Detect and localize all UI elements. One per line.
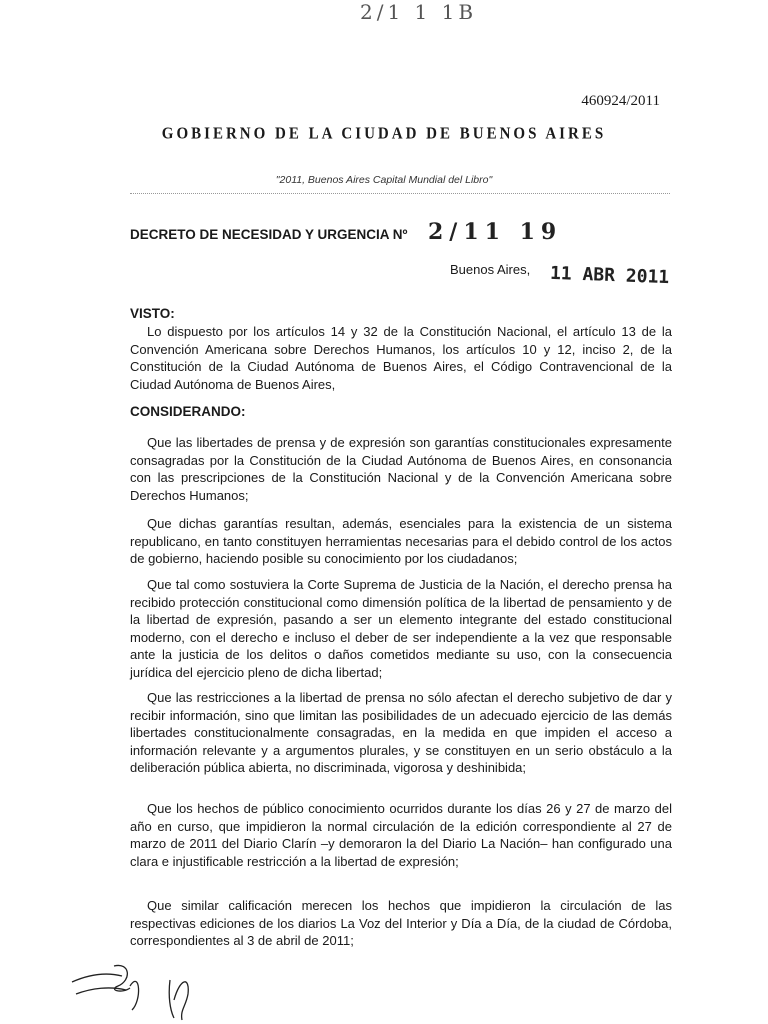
considerando-heading: CONSIDERANDO: bbox=[130, 404, 246, 419]
considerando-paragraph: Que las libertades de prensa y de expresión son garantías constitucionales expresamente consagradas por la Constitución de la Ciudad Autónoma de Buenos Aires, en consonancia con las prescripciones de la Constitución Nacional y de la Convención Americana sobre Derechos Humanos; bbox=[130, 435, 672, 503]
considerando-paragraph: Que dichas garantías resultan, además, esenciales para la existencia de un sistema republicano, en tanto constituyen herramientas necesarias para el debido control de los actos de gobierno, haciendo posible su conocimiento por los ciudadanos; bbox=[130, 516, 672, 566]
government-heading: GOBIERNO DE LA CIUDAD DE BUENOS AIRES bbox=[161, 125, 607, 143]
date-stamp: 11 ABR 2011 bbox=[549, 262, 670, 289]
decree-number-stamp: 2/11 19 bbox=[428, 219, 563, 245]
signature-initials bbox=[70, 960, 210, 1024]
considerando-paragraph: Que las restricciones a la libertad de prensa no sólo afectan el derecho subjetivo de dar y recibir información, sino que limitan las posibilidades de un adecuado ejercicio de las demás libertades constitucionalmente consagradas, en la medida en que impiden el acceso a información relevante y a argumentos plurales, y se constituyen en un serio obstáculo a la deliberación pública abierta, no discriminada, vigorosa y deshinibida; bbox=[130, 690, 672, 775]
motto: "2011, Buenos Aires Capital Mundial del Libro" bbox=[275, 174, 493, 186]
visto-heading: VISTO: bbox=[130, 306, 175, 321]
decree-place: Buenos Aires, bbox=[450, 262, 531, 277]
divider bbox=[130, 193, 670, 194]
considerando-paragraph: Que los hechos de público conocimiento ocurridos durante los días 26 y 27 de marzo del año en curso, que impidieron la normal circulación de la edición correspondiente al 27 de marzo de 2011 del Diario Clarín –y demoraron la del Diario La Nación– han configurado una clara e injustificable restricción a la libertad de expresión; bbox=[130, 801, 672, 869]
visto-paragraph: Lo dispuesto por los artículos 14 y 32 de la Constitución Nacional, el artículo 13 de la Convención Americana sobre Derechos Humanos, los artículos 10 y 12, inciso 2, de la Constitución de la Ciudad Autónoma de Buenos Aires, el Código Contravencional de la Ciudad Autónoma de Buenos Aires, bbox=[130, 324, 672, 392]
considerando-paragraph: Que similar calificación merecen los hechos que impidieron la circulación de las respectivas ediciones de los diarios La Voz del Interior y Día a Día, de la ciudad de Córdoba, correspondientes al 3 de abril de 2011; bbox=[130, 898, 672, 948]
considerando-paragraph: Que tal como sostuviera la Corte Suprema de Justicia de la Nación, el derecho prensa ha recibido protección constitucional como dimensión política de la libertad de pensamiento y de la libertad de expresión, pasando a ser un elemento integrante del estado constitucional moderno, con el derecho e incluso el deber de ser independiente a la vez que responsable ante la justicia de los delitos o daños cometidos mediante su uso, con la consecuencia jurídica del ejercicio pleno de dicha libertad; bbox=[130, 577, 672, 680]
expediente-number: 460924/2011 bbox=[581, 93, 660, 109]
decree-title: DECRETO DE NECESIDAD Y URGENCIA Nº bbox=[130, 227, 408, 242]
top-stamp: 2/1 1 1B bbox=[360, 0, 478, 24]
